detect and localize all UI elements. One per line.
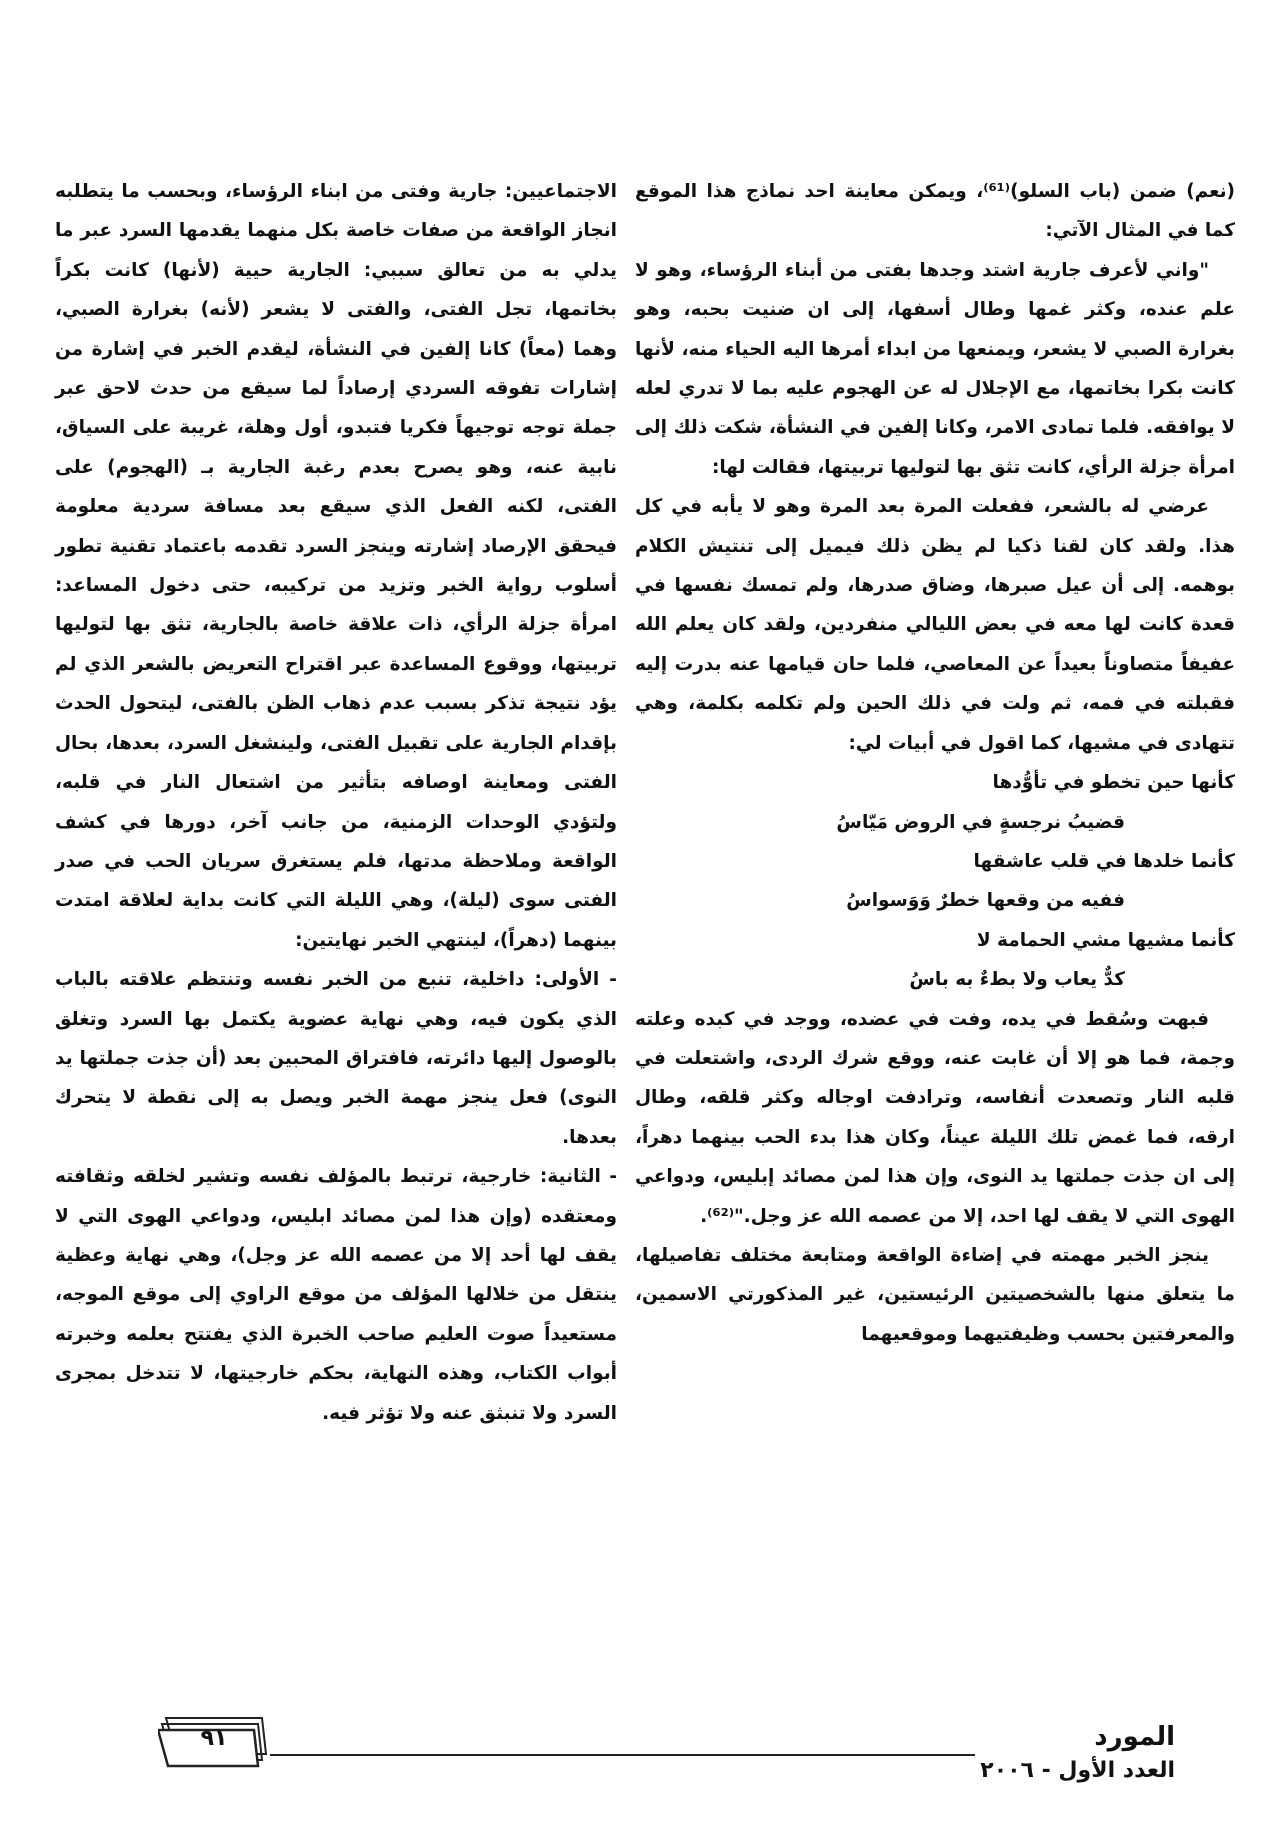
footer-divider — [270, 1754, 975, 1756]
verse-line: قضيبُ نرجسةٍ في الروض مَيّاسُ — [836, 811, 1125, 833]
paragraph: - الثانية: خارجية، ترتبط بالمؤلف نفسه وتشير لخلقه وثقافته ومعتقده (وإن هذا لمن مصائد ابليس، ودواعي الهوى التي لا يقف لها أحد إلا من عصمه الله عز وجل)، وهي نهاية وعظية ينتقل من خلالها المؤلف من موقع الراوي إلى موقع الموجه، مستعيداً صوت العليم صاحب الخبرة الذي يفتتح بعلمه وخبرته أبواب الكتاب، وهذه النهاية، بحكم خارجيتها، لا تتدخل بمجرى السرد ولا تنبثق عنه ولا تؤثر فيه. — [55, 1166, 617, 1424]
page-number: ٩١ — [200, 1726, 228, 1751]
right-text-column — [635, 172, 1235, 1354]
quote-paragraph: "واني لأعرف جارية اشتد وجدها بفتى من أبناء الرؤساء، وهو لا علم عنده، وكثر غمها وطال أسفها، إلى ان ضنيت بحبه، وهو بغرارة الصبي لا يشعر، ويمنعها من ابداء أمرها اليه الحياء منه، لأنها كانت بكرا بخاتمها، مع الإجلال له عن الهجوم عليه بما لا تدري لعله لا يوافقه. فلما تمادى الامر، وكانا إلفين في النشأة، شكت ذلك إلى امرأة جزلة الرأي، كانت تثق بها لتوليها تربيتها، فقالت لها: — [635, 259, 1235, 478]
verse-line: كأنما مشيها مشي الحمامة لا — [976, 929, 1235, 951]
verse-line: كأنما خلدها في قلب عاشقها — [973, 850, 1235, 872]
issue-label: العدد الأول - ٢٠٠٦ — [980, 1758, 1175, 1783]
verse-line: ففيه من وقعها خطرٌ وَوَسواسُ — [846, 890, 1125, 912]
verse-line: كأنها حين تخطو في تأوُّدها — [992, 772, 1235, 794]
quote-paragraph: عرضي له بالشعر، ففعلت المرة بعد المرة وهو لا يأبه في كل هذا. ولقد كان لقنا ذكيا لم يظن ذلك فيميل إلى تنتيش الكلام بوهمه. إلى أن عيل صبرها، وضاق صدرها، ولم تمسك نفسها في قعدة كانت لها معه في بعض الليالي منفردين، ولقد كان يعلم الله عفيفاً متصاوناً بعيداً عن المعاصي، فلما حان قيامها عنه بدرت إليه فقبلته في فمه، ثم ولت في ذلك الحين ولم تكلمه بكلمة، وهي تتهادى في مشيها، كما اقول في أبيات لي: — [635, 496, 1235, 754]
paragraph: ينجز الخبر مهمته في إضاءة الواقعة ومتابعة مختلف تفاصيلها، ما يتعلق منها بالشخصيتين الرئيستين، غير المذكورتي الاسمين، والمعرفتين بحسب وظيفتيهما وموقعيهما — [635, 1244, 1235, 1345]
verse-line: كدٌّ يعاب ولا بطءٌ به باسُ — [909, 969, 1125, 991]
journal-masthead — [930, 1720, 1175, 1788]
quote-paragraph: فبهت وسُقط في يده، وفت في عضده، ووجد في كبده وعلته وجمة، فما هو إلا أن غابت عنه، ووقع شرك الردى، واشتعلت في قلبه النار وتصعدت أنفاسه، وترادفت اوجاله وكثر قلقه، وطال ارقه، فما غمض تلك الليلة عيناً، وكان هذا بدء الحب بينهما دهراً، إلى ان جذت جملتها يد النوى، وإن هذا لمن مصائد إبليس، ودواعي الهوى التي لا يقف لها احد، إلا من عصمه الله عز وجل."⁽⁶²⁾. — [635, 1008, 1235, 1227]
journal-name: المورد — [1094, 1722, 1175, 1752]
paragraph: (نعم) ضمن (باب السلو)⁽⁶¹⁾، ويمكن معاينة احد نماذج هذا الموقع كما في المثال الآتي: — [635, 181, 1236, 242]
paragraph: - الأولى: داخلية، تنبع من الخبر نفسه وتنتظم علاقته بالباب الذي يكون فيه، وهي نهاية عضوية يكتمل بها السرد وتغلق بالوصول إليها دائرته، فافتراق المحبين بعد (أن جذت جملتها يد النوى) فعل ينجز مهمة الخبر ويصل به إلى نقطة لا يتحرك بعدها. — [55, 969, 617, 1148]
paragraph: الاجتماعيين: جارية وفتى من ابناء الرؤساء، وبحسب ما يتطلبه انجاز الواقعة من صفات خاصة بكل منهما يقدمها السرد عبر ما يدلي به من تعالق سببي: الجارية حيية (لأنها) كانت بكراً بخاتمها، تجل الفتى، والفتى لا يشعر (لأنه) بغرارة الصبي، وهما (معاً) كانا إلفين في النشأة، ليقدم الخبر في إشارة من إشارات تفوقه السردي إرصاداً لما سيقع من حدث لاحق عبر جملة توجه توجيهاً فكريا فتبدو، أول وهلة، غريبة على السياق، نابية عنه، وهو يصرح بعدم رغبة الجارية بـ (الهجوم) على الفتى، لكنه الفعل الذي سيقع بعد مسافة سردية معلومة فيحقق الإرصاد إشارته وينجز السرد تقدمه باعتماد تقنية تطور أسلوب رواية الخبر وتزيد من تركيبه، حتى دخول المساعد: امرأة جزلة الرأي، ذات علاقة خاصة بالجارية، تثق بها لتوليها تربيتها، ووقوع المساعدة عبر اقتراح التعريض بالشعر الذي لم يؤد نتيجة تذكر بسبب عدم ذهاب الظن بالفتى، ليتحول الحدث بإقدام الجارية على تقبيل الفتى، ولينشغل السرد، بعدها، بحال الفتى ومعاينة اوصافه بتأثير من اشتعال النار في قلبه، ولتؤدي الوحدات الزمنية، من جانب آخر، دورها في كشف الواقعة وملاحظة مدتها، فلم يستغرق سريان الحب في صدر الفتى سوى (ليلة)، وهي الليلة التي كانت بداية لعلاقة امتدت بينهما (دهراً)، لينتهي الخبر نهايتين: — [55, 181, 617, 951]
page-number-badge — [158, 1712, 270, 1772]
left-text-column — [55, 172, 617, 1433]
